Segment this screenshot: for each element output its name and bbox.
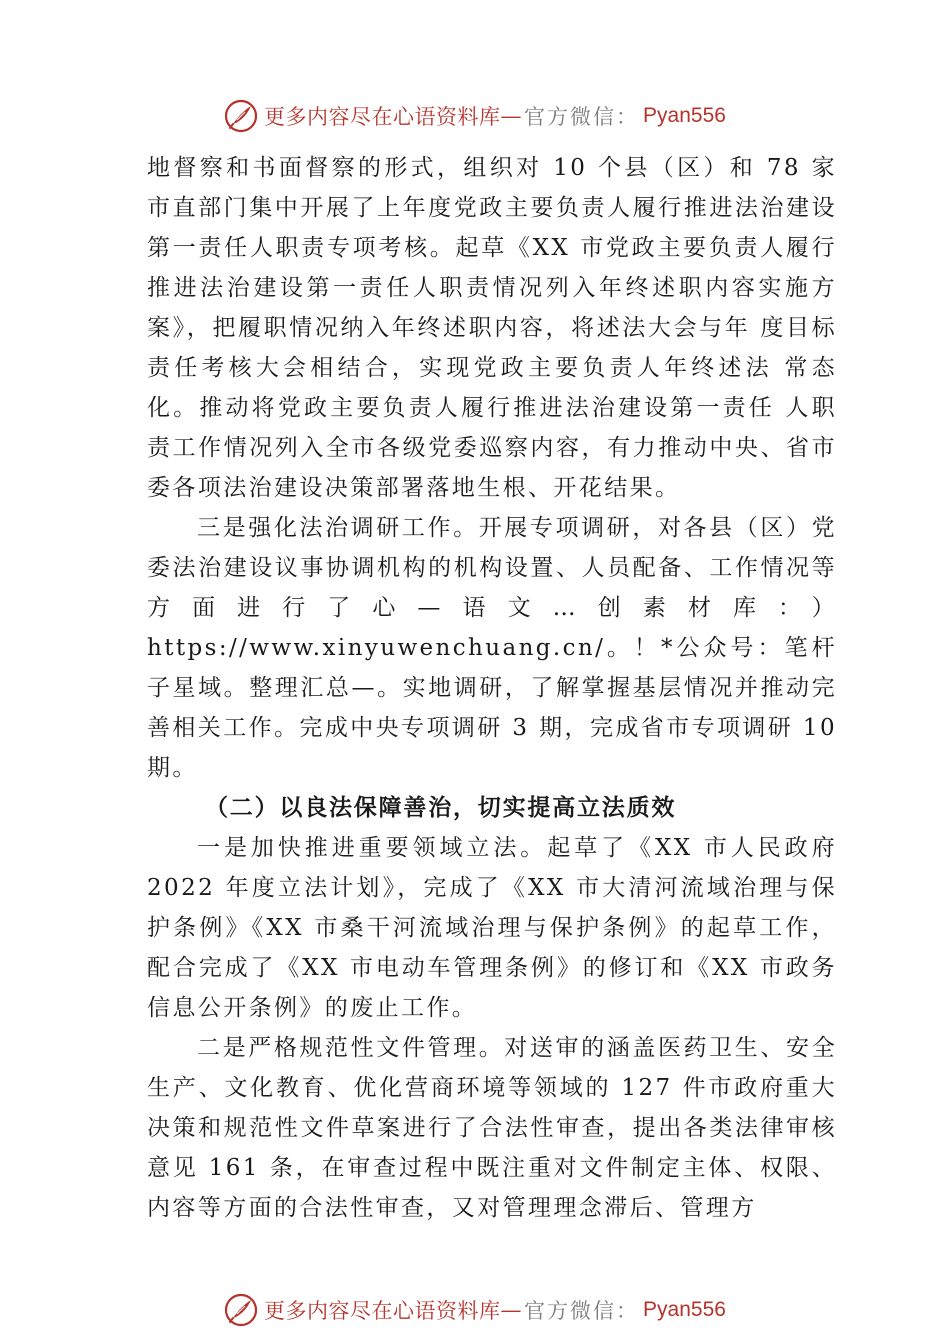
header-title: 更多内容尽在心语资料库 <box>264 105 501 129</box>
header-separator: — <box>500 104 523 128</box>
quill-logo-icon <box>224 99 258 133</box>
header-banner <box>0 96 950 136</box>
footer-separator: — <box>500 1298 523 1322</box>
footer-wechat-id: Pyan556 <box>643 1298 726 1321</box>
paragraph-normative-documents: 二是严格规范性文件管理。对送审的涵盖医药卫生、安全生产、文化教育、优化营商环境等领域的 127 件市政府重大决策和规范性文件草案进行了合法性审查，提出各类法律审核意见 161 条，在审查过程中既注重对文件制定主体、权限、内容等方面的合法性审查，又对管理理念滞后、管理方 <box>147 1035 837 1221</box>
header-wechat-id: Pyan556 <box>643 104 726 127</box>
paragraph-research: 三是强化法治调研工作。开展专项调研，对各县（区）党委法治建设议事协调机构的机构设置、人员配备、工作情况等方面进行了心—语文…创素材库：）https://www.xinyuwenchuang.cn/。！*公众号：笔杆子星域。整理汇总—。实地调研，了解掌握基层情况并推动完善相关工作。完成中央专项调研 3 期，完成省市专项调研 10 期。 <box>147 515 837 781</box>
footer-wechat-label: 官方微信： <box>524 1299 640 1323</box>
quill-logo-icon <box>224 1293 258 1327</box>
section-heading: （二）以良法保障善治，切实提高立法质效 <box>205 794 677 821</box>
header-wechat-label: 官方微信： <box>524 105 640 129</box>
paragraph-legislation: 一是加快推进重要领域立法。起草了《XX 市人民政府 2022 年度立法计划》，完成了《XX 市大清河流域治理与保护条例》《XX 市桑干河流域治理与保护条例》的起草工作，配合完成了《XX 市电动车管理条例》的修订和《XX 市政务信息公开条例》的废止工作。 <box>147 835 837 1021</box>
document-body <box>147 148 837 1228</box>
footer-title: 更多内容尽在心语资料库 <box>264 1299 501 1323</box>
paragraph-continued: 地督察和书面督察的形式，组织对 10 个县（区）和 78 家市直部门集中开展了上年度党政主要负责人履行推进法治建设第一责任人职责专项考核。起草《XX 市党政主要负责人履行推进法治建设第一责任人职责情况列入年终述职内容实施方案》，把履职情况纳入年终述职内容，将述法大会与年 度目标责任考核大会相结合，实现党政主要负责人年终述法 常态化。推动将党政主要负责人履行推进法治建设第一责任 人职责工作情况列入全市各级党委巡察内容，有力推动中央、省市委各项法治建设决策部署落地生根、开花结果。 <box>147 155 837 501</box>
footer-banner <box>0 1290 950 1330</box>
